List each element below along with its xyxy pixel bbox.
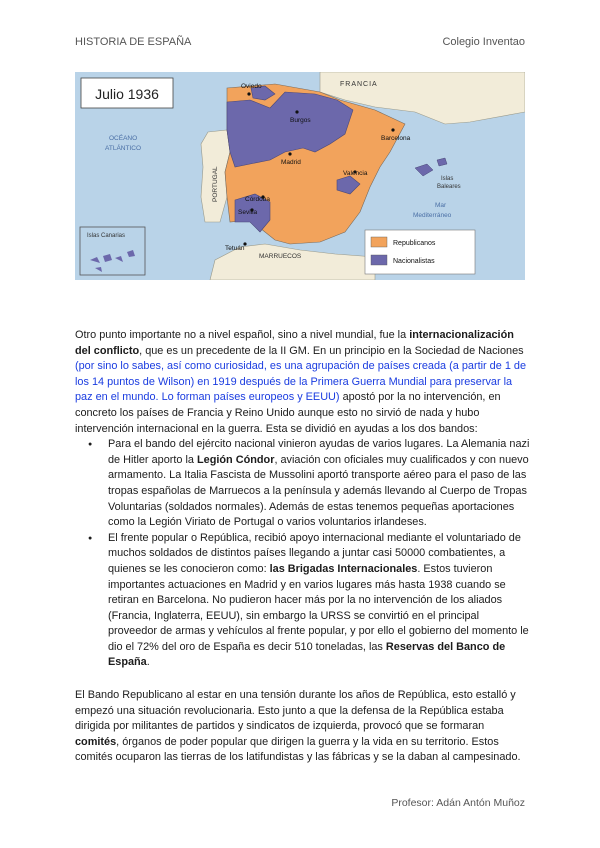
label-oceano-2: ATLÁNTICO <box>105 145 141 152</box>
city-burgos: Burgos <box>290 117 311 124</box>
city-oviedo: Oviedo <box>241 83 262 90</box>
footer-author: Profesor: Adán Antón Muñoz <box>391 797 525 809</box>
list-item-republica: ● El frente popular o República, recibió apoyo internacional mediante el voluntariado de muchos soldados de distintos países llegando a juntar casi 50000 combatientes, a quienes se les conocieron como: las Brigadas Internacionales. Estos tuvieron importantes actuaciones en Madrid y en varios lugares más hasta 1938 cuando se retiran en Barcelona. No pudieron hacer más por la no intervención de los aliados (Francia, Inglaterra, EEUU), sin embargo la URSS se convirtió en el principal proveedor de armas y vehículos al frente popular, y por ello el gobierno del momento le dio el 72% del oro de España es decir 510 toneladas, las Reservas del Banco de España. <box>75 531 530 671</box>
city-valencia: Valencia <box>343 170 368 177</box>
legend-swatch-republicanos <box>371 237 387 247</box>
label-francia: FRANCIA <box>340 81 378 88</box>
city-tetuan: Tetuán <box>225 245 245 252</box>
label-baleares-1: Islas <box>441 176 454 182</box>
label-marruecos: MARRUECOS <box>259 253 302 260</box>
paragraph-internacionalizacion: Otro punto importante no a nivel español, sino a nivel mundial, fue la internacionalización del conflicto, que es un precedente de la II GM. En un principio en la Sociedad de Naciones (por sino lo sabes, así como curiosidad, es una agrupación de países creada (a partir de 1 de los 14 puntos de Wilson) en 1919 después de la Primera Guerra Mundial para preservar la paz en el mundo. Lo forman países europeos y EEUU) apostó por la no intervención, en concreto los países de Francia y Reino Unido aunque esto no sirvió de nada y hubo intervención internacional en la guerra. Esta se dividió en ayudas a los dos bandos: ● Para el bando del ejército nacional vinieron ayudas de varios lugares. La Alemania nazi de Hitler aporto la Legión Cóndor, aviación con oficiales muy cualificados y con nuevo armamento. La Italia Fascista de Mussolini aportó transporte aéreo para el paso de las tropas españolas de Marruecos a la península y además llevando al Cuerpo de Tropas Voluntarias (soldados normales). Además de estas tenemos pequeñas aportaciones como la Legión Viriato de Portugal o varios voluntarios irlandeses. ● El frente popular o República, recibió apoyo internacional mediante el voluntariado de muchos soldados de distintos países llegando a juntar casi 50000 combatientes, a quienes se les conocieron como: las Brigadas Internacionales. Estos tuvieron importantes actuaciones en Madrid y en varios lugares más hasta 1938 cuando se retiran en Barcelona. No pudieron hacer más por la no intervención de los aliados (Francia, Inglaterra, EEUU), sin embargo la URSS se convirtió en el principal proveedor de armas y vehículos al frente popular, y por ello el gobierno del momento le dio el 72% del oro de España es decir 510 toneladas, las Reservas del Banco de España. <box>75 328 530 671</box>
header-right: Colegio Inventao <box>442 36 525 48</box>
paragraph-bando-republicano: El Bando Republicano al estar en una tensión durante los años de República, esto estalló y empezó una situación revolucionaria. Esto junto a que la defensa de la República estaba dirigida por militantes de partidos y sindicatos de izquierda, provocó que se formaran comités, órganos de poder popular que dirigen la guerra y la vida en su territorio. Estos comités ocuparon las tierras de los latifundistas y las fábricas y se la daban al campesinado. <box>75 689 521 764</box>
map-title: Julio 1936 <box>95 86 159 102</box>
label-baleares-2: Baleares <box>437 184 461 190</box>
label-oceano-1: OCÉANO <box>109 135 138 142</box>
city-cordoba: Córdoba <box>245 196 270 203</box>
legend-swatch-nacionalistas <box>371 255 387 265</box>
list-item-bando-nacional: ● Para el bando del ejército nacional vinieron ayudas de varios lugares. La Alemania nazi de Hitler aporto la Legión Cóndor, aviación con oficiales muy cualificados y con nuevo armamento. La Italia Fascista de Mussolini aportó transporte aéreo para el paso de las tropas españolas de Marruecos a la península y además llevando al Cuerpo de Tropas Voluntarias (soldados normales). Además de estas tenemos pequeñas aportaciones como la Legión Viriato de Portugal o varios voluntarios irlandeses. <box>75 437 530 531</box>
header-left: HISTORIA DE ESPAÑA <box>75 36 192 48</box>
legend-label-nacionalistas: Nacionalistas <box>393 258 435 265</box>
aid-list <box>75 437 530 671</box>
city-barcelona: Barcelona <box>381 135 411 142</box>
label-mar-2: Mediterráneo <box>413 212 452 219</box>
label-portugal: PORTUGAL <box>212 166 219 202</box>
legend-box <box>365 230 475 274</box>
legend-label-republicanos: Republicanos <box>393 240 436 247</box>
spain-map-1936 <box>75 72 525 280</box>
canary-label: Islas Canarias <box>87 233 126 239</box>
city-madrid: Madrid <box>281 159 301 166</box>
aside-sociedad-naciones: (por sino lo sabes, así como curiosidad, es una agrupación de países creada (a partir de 1 de los 14 puntos de Wilson) en 1919 después de la Primera Guerra Mundial para preservar la paz en el mundo. Lo forman países europeos y EEUU) <box>75 360 527 404</box>
label-mar-1: Mar <box>435 202 447 209</box>
city-sevilla: Sevilla <box>238 209 258 216</box>
